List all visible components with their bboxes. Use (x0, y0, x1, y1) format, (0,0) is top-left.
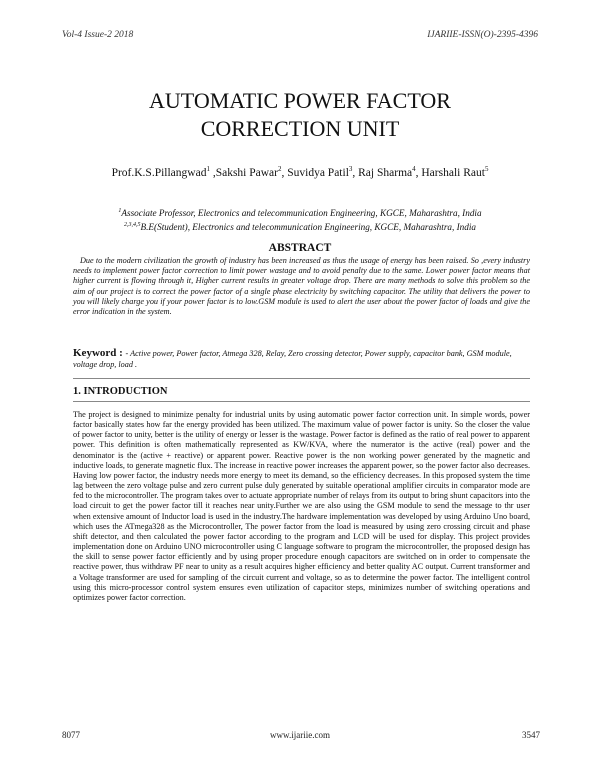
abstract-text: Due to the modern civilization the growth of industry has been increased as thus the usage of energy has been raised. So ,every industry needs to implement power factor correction to limit power wastage and to avoid penalty due to the same. Lower power factor means that higher current is flowing through it, Higher current results in greater voltage drop. There are many methods to solve this problem so the aim of our project is to correct the power factor of a single phase electricity by switching capacitor. The utility that delivers the power to you will likely charge you if your power factor is to low.GSM module is used to alert the user about the power factor of loads and give the error indication in the system. (73, 256, 530, 317)
author-name: Raj Sharma (358, 166, 413, 179)
author-name: Suvidya Patil (287, 166, 349, 179)
affiliation-2: $^{2,3,4,5}$B.E(Student), Electronics and telecommunication Engineering, KGCE, Maharashtra, India (124, 221, 476, 232)
author-list: Prof.K.S.Pillangwad$^1$ ,Sakshi Pawar$^2$, Suvidya Patil$^3$, Raj Sharma$^4$, Harshali Raut$^5$ (111, 165, 489, 179)
footer-site: www.ijariie.com (270, 730, 330, 740)
affiliation-1: $^1$Associate Professor, Electronics and telecommunication Engineering, KGCE, Maharashtra, India (118, 208, 482, 219)
author-sup: 4 (412, 165, 416, 173)
footer-page-number: 3547 (522, 730, 540, 740)
section-rule-bottom (73, 401, 530, 402)
keywords-label: Keyword : (73, 347, 126, 359)
section-heading: 1. INTRODUCTION (73, 386, 168, 397)
author-name: Sakshi Pawar (215, 166, 278, 179)
title-line-1: AUTOMATIC POWER FACTOR (149, 88, 451, 113)
keywords-text: - Active power, Power factor, Atmega 328, Relay, Zero crossing detector, Power supply, capacitor bank, GSM module, voltage drop, load . (73, 349, 512, 369)
author-sup: 1 (206, 165, 210, 173)
keywords (73, 348, 531, 370)
author-name: Prof.K.S.Pillangwad (111, 166, 207, 179)
affiliations (0, 206, 600, 233)
author-sup: 3 (348, 165, 353, 173)
footer-page-id: 8077 (62, 730, 80, 740)
abstract-heading: ABSTRACT (268, 242, 332, 254)
section-rule-top (73, 378, 530, 379)
author-sup: 5 (484, 165, 489, 173)
author-sup: 2 (277, 165, 282, 173)
title-line-2: CORRECTION UNIT (200, 116, 400, 141)
author-name: Harshali Raut (421, 166, 485, 179)
introduction-text: The project is designed to minimize penalty for industrial units by using automatic power factor correction unit. In simple words, power factor basically states how far the energy provided has been utilized. The maximum value of power factor is unity. So the closer the value of power factor to unity, better is the utility of energy or lesser is the wastage. Power factor is defined as the ratio of real power to apparent power. This definition is often mathematically represented as KW/KVA, where the numerator is the active (real) power and the denominator is the (active + reactive) or apparent power. Reactive power is the non working power generated by the magnetic and inductive loads, to generate magnetic flux. The increase in reactive power increases the apparent power, so the power factor also decreases. Having low power factor, the industry needs more energy to meet its demand, so the efficiency decreases. In this proposed system the time lag between the zero voltage pulse and zero current pulse duly generated by suitable operational amplifier circuits in comparator mode are fed to the microcontroller. The program takes over to actuate appropriate number of relays from its output to bring shunt capacitors into the load circuit to get the power factor till it reaches near unity.Further we are also using the GSM module to send the message to thr user when extensive amount of Inductor load is used in the industry.The hardware implementation was developed by using Arduino Uno board, which uses the ATmega328 as the Microcontroller, The power factor from the load is measured by using zero crossing circuit and phase shift detector, and then calculated the power factor according to the program and LCD will be used for display. This project provides implementation done on Arduino UNO microcontroller using C language software to program the microcontroller, the proposed design has the skill to sense power factor efficiently and by using proper procedure enough capacitors are switched on in order to compensate the reactive power, thus withdraw PF near to unity as a result acquires higher efficiency and better quality AC output. Current transformer and a Voltage transformer are used for sampling of the circuit current and voltage, so as to determine the power factor. The intelligent control using this micro-processor control system ensures even utilization of capacitor steps, minimizes number of switching operations and optimizes power factor correction. (73, 410, 530, 602)
paper-title (0, 87, 600, 143)
journal-volume: Vol-4 Issue-2 2018 (62, 30, 134, 40)
journal-issn: IJARIIE-ISSN(O)-2395-4396 (427, 30, 538, 40)
